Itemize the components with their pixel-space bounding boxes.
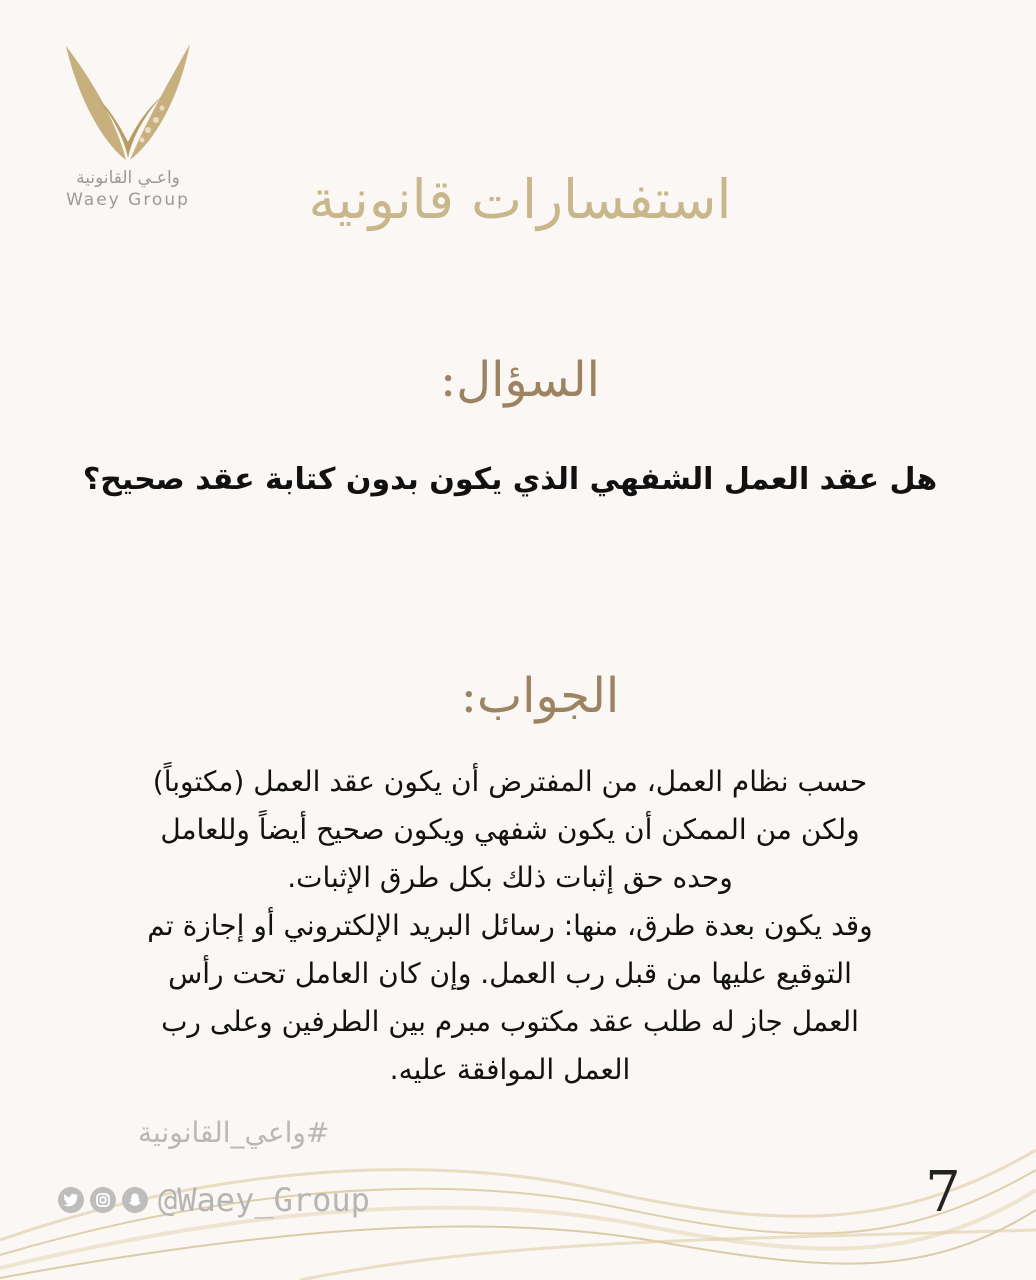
twitter-icon[interactable] (58, 1187, 84, 1213)
logo-arabic-name: واعـي القانونية (76, 168, 180, 188)
answer-heading: الجواب: (460, 668, 620, 724)
hashtag[interactable]: #واعي_القانونية (138, 1116, 330, 1149)
brand-logo (58, 38, 198, 218)
logo-english-name: Waey Group (66, 190, 190, 210)
question-text: هل عقد العمل الشفهي الذي يكون بدون كتابة عقد صحيح؟ (82, 462, 938, 497)
answer-line: حسب نظام العمل، من المفترض أن يكون عقد العمل (مكتوباً) (152, 765, 868, 798)
answer-line: وقد يكون بعدة طرق، منها: رسائل البريد الإلكتروني أو إجازة تم (147, 909, 873, 942)
question-heading: السؤال: (440, 352, 600, 408)
page-title: استفسارات قانونية (308, 168, 732, 231)
social-handle[interactable]: @Waey_Group (158, 1181, 370, 1219)
answer-body (60, 758, 960, 1094)
answer-line: العمل جاز له طلب عقد مكتوب مبرم بين الطرفين وعلى رب (161, 1005, 859, 1038)
answer-line: وحده حق إثبات ذلك بكل طرق الإثبات. (287, 861, 733, 894)
instagram-icon[interactable] (90, 1187, 116, 1213)
waey-logo-icon (58, 38, 198, 168)
answer-line: ولكن من الممكن أن يكون شفهي ويكون صحيح أيضاً وللعامل (160, 813, 860, 846)
snapchat-icon[interactable] (122, 1187, 148, 1213)
answer-line: العمل الموافقة عليه. (389, 1053, 631, 1086)
page-number: 7 (925, 1160, 961, 1225)
social-handles (58, 1178, 370, 1222)
answer-line: التوقيع عليها من قبل رب العمل. وإن كان العامل تحت رأس (168, 957, 852, 990)
